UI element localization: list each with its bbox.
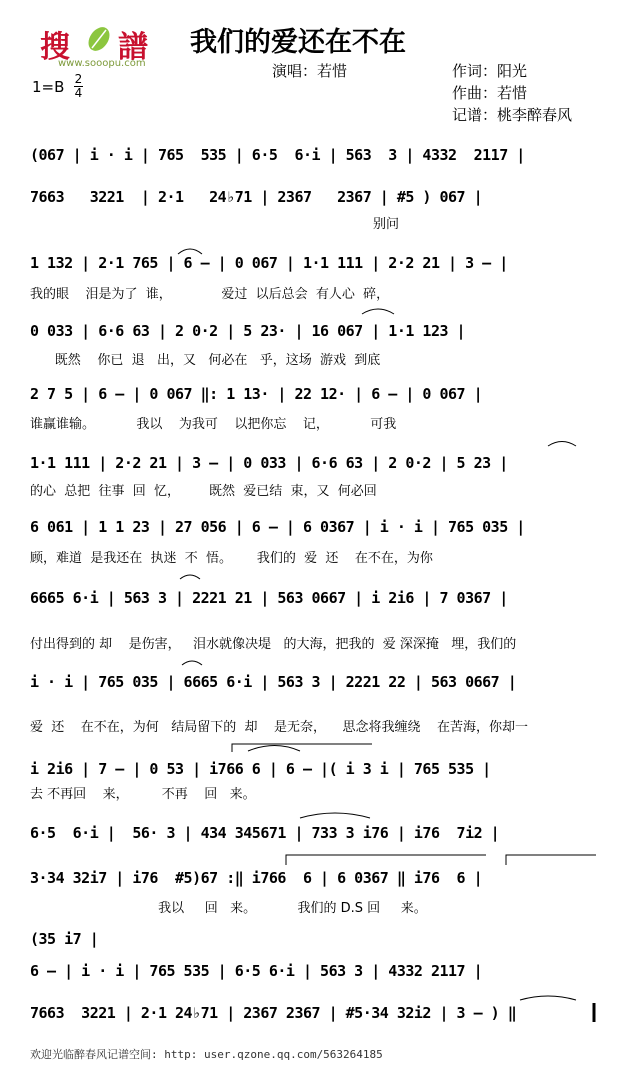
lyric-row-9: 爱 还 在不在，为何 结局留下的 却 是无奈， 思念将我缠绕 在苦海，你却一 (30, 720, 529, 735)
score-row-9: i · i | 765 035 | 6665 6·i | 563 3 | 2221 22 | 563 0667 | (30, 673, 517, 691)
ending-bracket (506, 855, 596, 865)
singer-credit: 演唱：若惜 (272, 62, 348, 80)
slur-mark (520, 996, 576, 1000)
logo-url: www.sooopu.com (58, 58, 146, 69)
composer-credit: 作曲：若惜 (452, 84, 528, 102)
lyric-row-6: 的心 总把 往事 回 忆， 既然 爱已结 束，又 何必回 (30, 484, 377, 499)
time-bottom: 4 (74, 86, 83, 100)
lyric-row-3: 我的眼 泪是为了 谁， 爱过 以后总会 有人心 碎， (30, 287, 390, 302)
lyric-row-12: 我以 回 来。 我们的 D.S 回 来。 (30, 901, 427, 916)
slur-mark (248, 746, 300, 752)
score-row-6: 1·1 111 | 2·2 21 | 3 – | 0 033 | 6·6 63 | 2 0·2 | 5 23 | (30, 454, 508, 472)
score-row-14: 6 – | i · i | 765 535 | 6·5 6·i | 563 3 | 4332 2117 | (30, 962, 483, 980)
slur-mark (182, 661, 202, 665)
slur-mark (180, 575, 200, 579)
lyric-row-8: 付出得到的 却 是伤害， 泪水就像决堤 的大海，把我的 爱 深深掩 埋，我们的 (30, 637, 517, 652)
score-row-11: 6·5 6·i | 56· 3 | 434 345671 | 733 3 i76 | i76 7i2 | (30, 824, 500, 842)
footer-note: 欢迎光临醉春风记谱空间: http: user.qzone.qq.com/563264185 (30, 1048, 383, 1061)
slur-mark (548, 442, 576, 447)
score-row-1: (067 | i · i | 765 535 | 6·5 6·i | 563 3 | 4332 2117 | (30, 146, 525, 164)
score-row-15: 7663 3221 | 2·1 24♭71 | 2367 2367 | #5·34 32i2 | 3 – ) ‖ (30, 1004, 517, 1022)
key-signature: 1=B (32, 78, 65, 96)
ending-bracket (232, 744, 372, 752)
score-row-13: (35 i7 | (30, 930, 99, 948)
score-row-8: 6665 6·i | 563 3 | 2221 21 | 563 0667 | i 2i6 | 7 0367 | (30, 589, 508, 607)
logo-text-right: 譜 (118, 30, 146, 65)
score-row-12: 3·34 32i7 | i76 #5)67 :‖ i766 6 | 6 0367 ‖ i76 6 | (30, 869, 483, 887)
logo-text-left: 搜 (40, 30, 68, 65)
lyricist-credit: 作词：阳光 (452, 62, 528, 80)
song-title: 我们的爱还在不在 (190, 27, 406, 58)
transcriber-credit: 记谱：桃李醉春风 (452, 106, 573, 124)
time-top: 2 (74, 72, 83, 86)
time-signature (74, 74, 83, 99)
lyric-row-7: 顾，难道 是我还在 执迷 不 悟。 我们的 爱 还 在不在，为你 (30, 551, 433, 566)
lyric-row-5: 谁赢谁输。 我以 为我可 以把你忘 记， 可我 (30, 417, 397, 432)
ending-bracket (286, 855, 486, 865)
score-row-4: 0 033 | 6·6 63 | 2 0·2 | 5 23· | 16 067 | 1·1 123 | (30, 322, 466, 340)
leaf-icon (84, 24, 114, 54)
score-row-5: 2 7 5 | 6 – | 0 067 ‖: 1 13· | 22 12· | 6 – | 0 067 | (30, 385, 483, 403)
lyric-row-2: 别问 (30, 217, 399, 232)
lyric-row-4: 既然 你已 退 出，又 何必在 乎，这场 游戏 到底 (30, 353, 381, 368)
slur-mark (300, 813, 370, 818)
score-row-10: i 2i6 | 7 – | 0 53 | i766 6 | 6 – |( i 3 i | 765 535 | (30, 760, 491, 778)
site-logo[interactable] (40, 22, 158, 72)
score-row-2: 7663 3221 | 2·1 24♭71 | 2367 2367 | #5 ) 067 | (30, 188, 483, 206)
score-row-3: 1 132 | 2·1 765 | 6 – | 0 067 | 1·1 111 | 2·2 21 | 3 – | (30, 254, 508, 272)
lyric-row-10: 去 不再回 来， 不再 回 来。 (30, 787, 256, 802)
slur-mark (362, 309, 394, 314)
score-row-7: 6 061 | 1 1 23 | 27 056 | 6 – | 6 0367 | i · i | 765 035 | (30, 518, 525, 536)
